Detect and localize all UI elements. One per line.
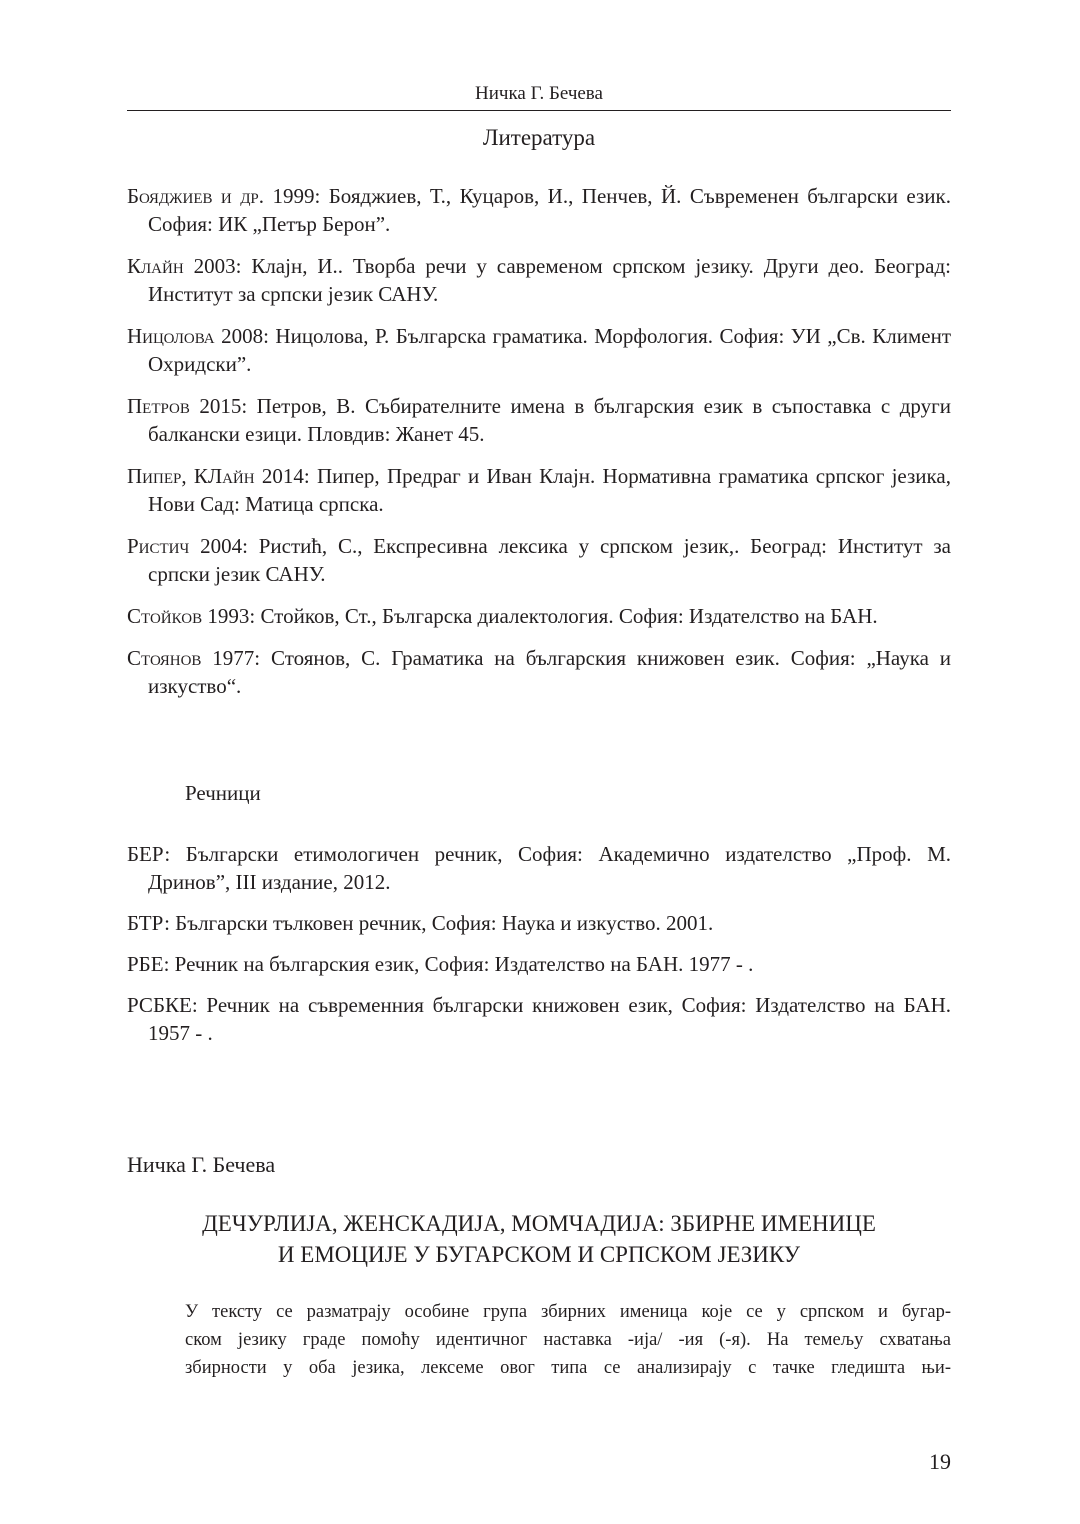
dictionary-key: БЕР — [127, 842, 165, 866]
section-title: Литература — [482, 125, 596, 150]
header-rule — [127, 110, 951, 111]
reference-entry — [127, 602, 951, 630]
reference-entry — [127, 532, 951, 588]
reference-text: 1993: Стойков, Ст., Българска диалектология. София: Издателство на БАН. — [202, 604, 878, 628]
reference-entry — [127, 182, 951, 238]
reference-key: Клайн — [127, 254, 184, 278]
reference-entry — [127, 252, 951, 308]
reference-key: Бояджиев и др. — [127, 184, 265, 208]
reference-key: Пипер, КЛайн — [127, 464, 255, 488]
abstract-line: ском језику граде помоћу идентичног наставка -ија/ -ия (-я). На темељу схватања — [185, 1330, 951, 1350]
reference-key: Стойков — [127, 604, 203, 628]
abstract-line: У тексту се разматрају особине група збирних именица које се у српском и бугар- — [185, 1302, 951, 1322]
reference-text: 2014: Пипер, Предраг и Иван Клајн. Нормативна граматика српског језика, Нови Сад: Матица српска. — [148, 464, 951, 516]
reference-key: Ристич — [127, 534, 190, 558]
reference-key: Петров — [127, 394, 190, 418]
article-title — [127, 1208, 951, 1270]
dictionary-key: РБЕ — [127, 952, 164, 976]
dictionary-entry — [127, 840, 951, 896]
dictionary-key: БТР — [127, 911, 165, 935]
reference-text: 2008: Ницолова, Р. Българска граматика. Морфология. София: УИ „Св. Климент Охридски”. — [148, 324, 951, 376]
reference-entry — [127, 392, 951, 448]
page-number: 19 — [929, 1449, 951, 1474]
reference-text: 2004: Ристић, С., Експресивна лексика у српском језик,. Београд: Институт за српски језик САНУ. — [148, 534, 951, 586]
running-head: Ничка Г. Бечева — [475, 83, 603, 104]
article-title-line: И ЕМОЦИЈЕ У БУГАРСКОМ И СРПСКОМ ЈЕЗИКУ — [277, 1242, 801, 1267]
reference-text: 1999: Бояджиев, Т., Куцаров, И., Пенчев, Й. Съвременен български език. София: ИК „Петър Берон”. — [148, 184, 951, 236]
dictionary-key: РСБКЕ — [127, 993, 192, 1017]
literature-list — [127, 182, 951, 700]
dictionary-entry — [127, 950, 951, 978]
abstract-line: збирности у оба језика, лексеме овог типа се анализирају с тачке гледишта њи- — [185, 1358, 951, 1378]
dictionary-text: : Български етимологичен речник, София: Академично издателство „Проф. М. Дринов”, III издание, 2012. — [148, 842, 951, 894]
reference-entry — [127, 322, 951, 378]
article-author: Ничка Г. Бечева — [127, 1152, 276, 1177]
dictionaries-list — [127, 840, 951, 1060]
reference-key: Стоянов — [127, 646, 202, 670]
dictionary-text: : Български тълковен речник, София: Наука и изкуство. 2001. — [164, 911, 714, 935]
dictionaries-heading: Речници — [185, 781, 261, 805]
reference-entry — [127, 644, 951, 700]
article-title-line: ДЕЧУРЛИЈА, ЖЕНСКАДИЈА, МОМЧАДИЈА: ЗБИРНЕ ИМЕНИЦЕ — [202, 1211, 876, 1236]
reference-key: Ницолова — [127, 324, 215, 348]
reference-text: 2003: Клајн, И.. Творба речи у савременом српском језику. Други део. Београд: Институт за српски језик САНУ. — [148, 254, 951, 306]
reference-entry — [127, 462, 951, 518]
article-abstract — [185, 1298, 951, 1382]
reference-text: 2015: Петров, В. Събирателните имена в българския език в съпоставка с други балкански езици. Пловдив: Жанет 45. — [148, 394, 951, 446]
dictionary-text: : Речник на българския език, София: Издателство на БАН. 1977 - . — [163, 952, 754, 976]
dictionary-text: : Речник на съвременния български книжовен език, София: Издателство на БАН. 1957 - . — [148, 993, 951, 1045]
dictionary-entry — [127, 991, 951, 1047]
dictionary-entry — [127, 909, 951, 937]
reference-text: 1977: Стоянов, С. Граматика на българския книжовен език. София: „Наука и изкуство“. — [148, 646, 951, 698]
